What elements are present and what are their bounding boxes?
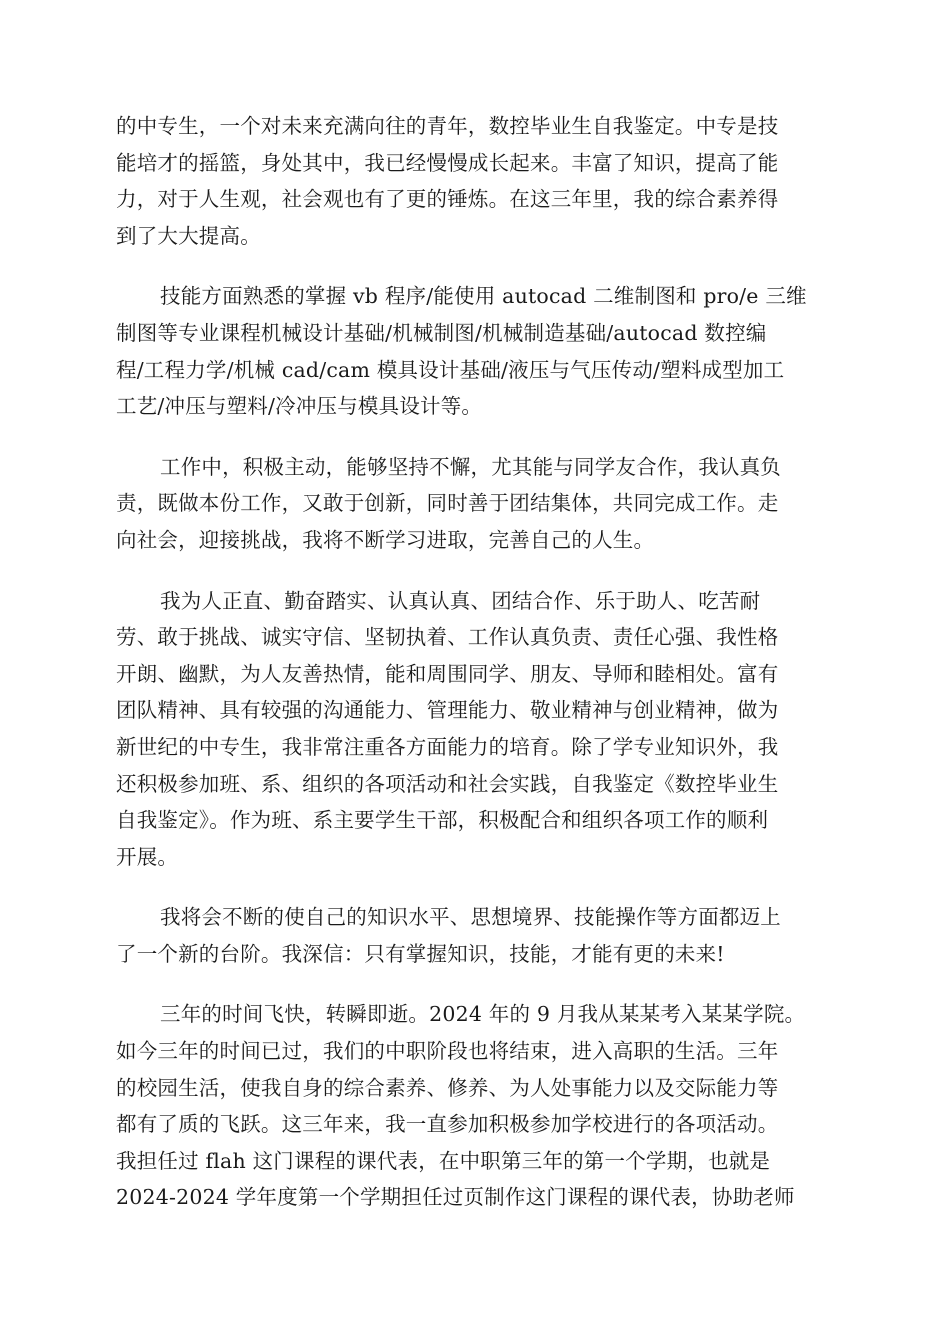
text-line: 团队精神、具有较强的沟通能力、管理能力、敬业精神与创业精神，做为 (116, 698, 779, 723)
text-line: 能培才的摇篮，身处其中，我已经慢慢成长起来。丰富了知识，提高了能 (116, 150, 779, 175)
paragraph-4 (116, 583, 832, 876)
text-line: 工艺/冲压与塑料/冷冲压与模具设计等。 (116, 394, 483, 419)
text-line: 开展。 (116, 844, 179, 869)
paragraph-2 (116, 278, 832, 424)
text-line: 我为人正直、勤奋踏实、认真认真、团结合作、乐于助人、吃苦耐 (160, 588, 761, 613)
text-line: 力，对于人生观，社会观也有了更的锤炼。在这三年里，我的综合素养得 (116, 187, 779, 212)
text-line: 制图等专业课程机械设计基础/机械制图/机械制造基础/autocad 数控编 (116, 320, 767, 345)
text-line: 责，既做本份工作，又敢于创新，同时善于团结集体，共同完成工作。走 (116, 491, 779, 516)
text-line: 我担任过 flah 这门课程的课代表，在中职第三年的第一个学期，也就是 (116, 1148, 771, 1173)
text-line: 我将会不断的使自己的知识水平、思想境界、技能操作等方面都迈上 (160, 905, 781, 930)
text-line: 新世纪的中专生，我非常注重各方面能力的培育。除了学专业知识外，我 (116, 734, 779, 759)
text-line: 了一个新的台阶。我深信：只有掌握知识，技能，才能有更的未来! (116, 941, 725, 966)
text-line: 自我鉴定》。作为班、系主要学生干部，积极配合和组织各项工作的顺利 (116, 808, 769, 833)
paragraph-5 (116, 899, 832, 972)
text-line: 向社会，迎接挑战，我将不断学习进取，完善自己的人生。 (116, 527, 655, 552)
text-line: 如今三年的时间已过，我们的中职阶段也将结束，进入高职的生活。三年 (116, 1039, 779, 1064)
paragraph-1 (116, 108, 832, 254)
text-line: 到了大大提高。 (116, 223, 261, 248)
document-body (116, 108, 832, 1240)
paragraph-6 (116, 996, 832, 1216)
text-line: 工作中，积极主动，能够坚持不懈，尤其能与同学友合作，我认真负 (160, 454, 781, 479)
text-line: 开朗、幽默，为人友善热情，能和周围同学、朋友、导师和睦相处。富有 (116, 661, 779, 686)
text-line: 程/工程力学/机械 cad/cam 模具设计基础/液压与气压传动/塑料成型加工 (116, 357, 785, 382)
text-line: 都有了质的飞跃。这三年来，我一直参加积极参加学校进行的各项活动。 (116, 1112, 779, 1137)
text-line: 技能方面熟悉的掌握 vb 程序/能使用 autocad 二维制图和 pro/e 三维 (160, 284, 807, 309)
text-line: 还积极参加班、系、组织的各项活动和社会实践，自我鉴定《数控毕业生 (116, 771, 779, 796)
text-line: 的中专生，一个对未来充满向往的青年，数控毕业生自我鉴定。中专是技 (116, 114, 779, 138)
text-line: 三年的时间飞快，转瞬即逝。2024 年的 9 月我从某某考入某某学院。 (160, 1002, 806, 1027)
text-line: 的校园生活，使我自身的综合素养、修养、为人处事能力以及交际能力等 (116, 1075, 779, 1100)
text-line: 劳、敢于挑战、诚实守信、坚韧执着、工作认真负责、责任心强、我性格 (116, 625, 779, 650)
paragraph-3 (116, 449, 832, 559)
text-line: 2024-2024 学年度第一个学期担任过页制作这门课程的课代表，协助老师 (116, 1185, 795, 1210)
